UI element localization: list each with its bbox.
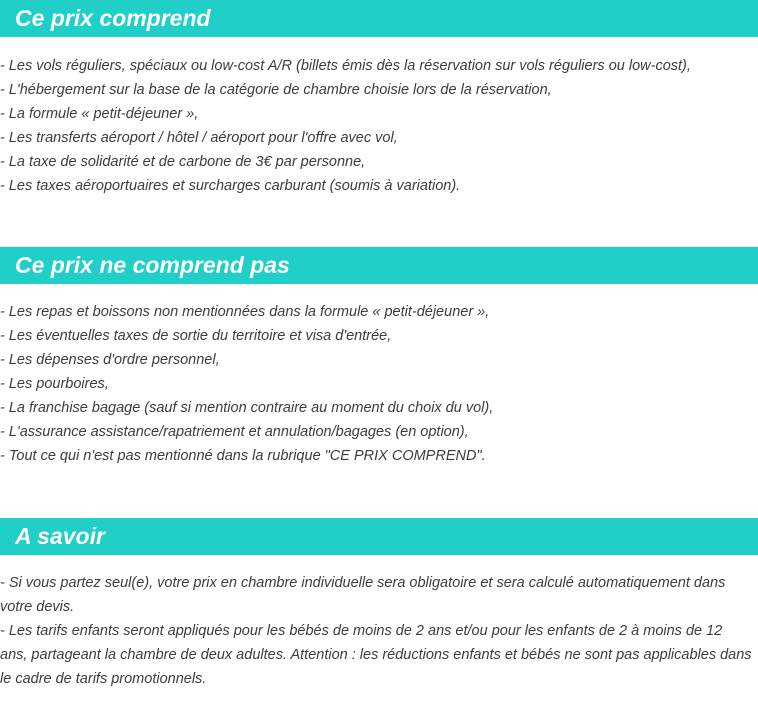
section-good-to-know (0, 518, 758, 691)
section-header (0, 0, 758, 37)
list-item: - L'hébergement sur la base de la catégorie de chambre choisie lors de la réservation, (0, 82, 552, 98)
paragraph: - Si vous partez seul(e), votre prix en chambre individuelle sera obligatoire et sera calculé automatiquement dans votre devis. (0, 575, 726, 615)
section-price-includes (0, 0, 758, 198)
section-body (0, 284, 758, 468)
list-item: - Les éventuelles taxes de sortie du territoire et visa d'entrée, (0, 328, 392, 344)
list-item: - Les taxes aéroportuaires et surcharges carburant (soumis à variation). (0, 178, 461, 194)
section-title: A savoir (15, 523, 105, 549)
list-item: - Les pourboires, (0, 376, 109, 392)
list-item: - L'assurance assistance/rapatriement et annulation/bagages (en option), (0, 424, 469, 440)
list-item: - Les transferts aéroport / hôtel / aéroport pour l'offre avec vol, (0, 130, 398, 146)
paragraph: - Les tarifs enfants seront appliqués pour les bébés de moins de 2 ans et/ou pour les enfants de 2 à moins de 12 ans, partageant la chambre de deux adultes. Attention : les réductions enfants et bébés ne sont pas applicables dans le cadre de tarifs promotionnels. (0, 623, 752, 687)
list-item: - Tout ce qui n'est pas mentionné dans la rubrique "CE PRIX COMPREND". (0, 448, 486, 464)
section-title: Ce prix comprend (15, 5, 211, 31)
list-item: - La formule « petit-déjeuner », (0, 106, 199, 122)
section-title: Ce prix ne comprend pas (15, 252, 290, 278)
section-body (0, 37, 758, 198)
section-price-excludes (0, 247, 758, 468)
section-body (0, 555, 758, 691)
list-item: - La franchise bagage (sauf si mention contraire au moment du choix du vol), (0, 400, 494, 416)
list-item: - Les dépenses d'ordre personnel, (0, 352, 220, 368)
list-item: - Les vols réguliers, spéciaux ou low-cost A/R (billets émis dès la réservation sur vols réguliers ou low-cost), (0, 58, 691, 74)
list-item: - La taxe de solidarité et de carbone de 3€ par personne, (0, 154, 366, 170)
section-header (0, 247, 758, 284)
list-item: - Les repas et boissons non mentionnées dans la formule « petit-déjeuner », (0, 304, 490, 320)
section-header (0, 518, 758, 555)
